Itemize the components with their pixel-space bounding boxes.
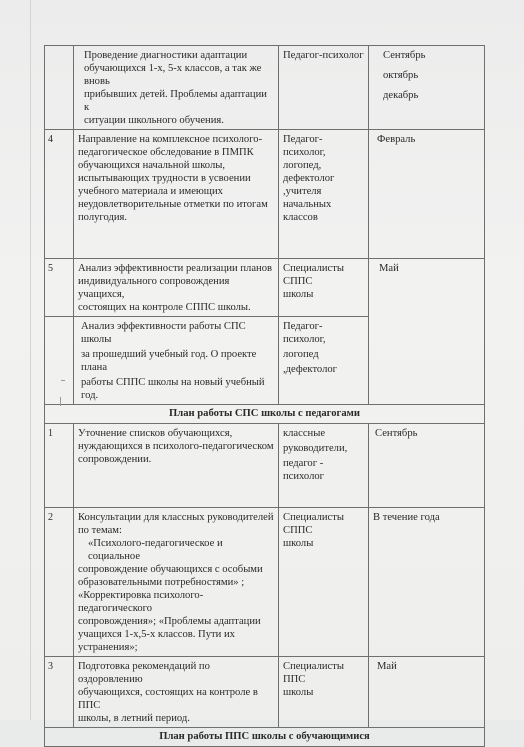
date-line: Февраль <box>377 134 416 145</box>
responsible-cell <box>279 46 369 130</box>
responsible-line: логопед, дефектолог <box>283 160 335 184</box>
activity-line: ситуации школьного обучения. <box>84 115 224 126</box>
responsible-line: Педагог-психолог, <box>283 134 326 158</box>
activity-line: устранения»; <box>78 642 138 653</box>
section-heading: План работы СПС школы с педагогами <box>45 405 485 424</box>
row-number <box>45 46 74 130</box>
responsible-line: Специалисты СППС <box>283 512 344 536</box>
row-number: 4 <box>45 130 74 259</box>
activity-line: Анализ эффективности реализации планов <box>78 263 272 274</box>
activity-line: педагогическое обследование в ПМПК <box>78 147 254 158</box>
responsible-line: Специалисты СППС <box>283 263 344 287</box>
responsible-line: школы <box>283 289 314 300</box>
table-row <box>45 46 485 130</box>
row-number: 5 <box>45 259 74 317</box>
row-number: 3 <box>45 657 74 728</box>
activity-cell <box>74 657 279 728</box>
scan-mark <box>61 380 65 381</box>
table-row <box>45 424 485 508</box>
activity-cell <box>74 259 279 317</box>
table-row <box>45 657 485 728</box>
activity-line: Анализ эффективности работы СПС школы <box>81 321 246 345</box>
responsible-line: Специалисты ППС <box>283 661 344 685</box>
responsible-cell <box>279 259 369 317</box>
row-number: 1 <box>45 424 74 508</box>
activity-cell <box>74 46 279 130</box>
section-row <box>45 405 485 424</box>
responsible-line: руководители, <box>283 443 348 454</box>
responsible-line: педагог - психолог <box>283 458 325 482</box>
responsible-line: логопед <box>283 349 319 360</box>
table-row <box>45 130 485 259</box>
activity-line: сопровождения»; «Проблемы адаптации <box>78 616 261 627</box>
date-cell <box>369 508 485 657</box>
activity-line: состоящих на контроле СППС школы. <box>78 302 251 313</box>
activity-line: сопровождение обучающихся с особыми <box>78 564 263 575</box>
responsible-line: классные <box>283 428 326 439</box>
scan-mark <box>60 397 61 406</box>
responsible-cell <box>279 657 369 728</box>
date-line: Май <box>379 263 399 274</box>
section-row <box>45 728 485 747</box>
activity-line: «Психолого-педагогическое и социальное <box>88 538 223 562</box>
activity-line: Подготовка рекомендаций по оздоровлению <box>78 661 210 685</box>
activity-line: прибывших детей. Проблемы адаптации к <box>84 89 267 113</box>
table-row <box>45 259 485 317</box>
activity-cell <box>74 424 279 508</box>
activity-line: по темам: <box>78 525 122 536</box>
activity-line: сопровождении. <box>78 454 152 465</box>
date-line: Май <box>377 661 397 672</box>
activity-cell <box>74 508 279 657</box>
activity-line: обучающихся, состоящих на контроле в ППС <box>78 687 258 711</box>
activity-line: обучающихся начальной школы, <box>78 160 226 171</box>
responsible-line: школы <box>283 538 314 549</box>
date-line: октябрь <box>383 70 419 81</box>
date-line: Сентябрь <box>375 428 418 439</box>
activity-line: испытывающих трудности в усвоении <box>78 173 251 184</box>
responsible-line: ,дефектолог <box>283 364 338 375</box>
responsible-cell <box>279 508 369 657</box>
date-line: Сентябрь <box>383 50 426 61</box>
row-number <box>45 317 74 405</box>
responsible-line: ,учителя <box>283 186 322 197</box>
activity-line: Проведение диагностики адаптации <box>84 50 248 61</box>
activity-line: неудовлетворительные отметки по итогам <box>78 199 268 210</box>
table-row <box>45 508 485 657</box>
responsible-line: начальных классов <box>283 199 332 223</box>
activity-line: Консультации для классных руководителей <box>78 512 274 523</box>
row-number: 2 <box>45 508 74 657</box>
plan-table <box>44 45 485 747</box>
activity-line: нуждающихся в психолого-педагогическом <box>78 441 274 452</box>
date-line: В течение года <box>373 512 440 523</box>
date-cell <box>369 424 485 508</box>
activity-line: образовательными потребностями» ; <box>78 577 245 588</box>
activity-line: учебного материала и имеющих <box>78 186 223 197</box>
date-cell <box>369 657 485 728</box>
responsible-line: Педагог-психолог, <box>283 321 326 345</box>
page-fold-shadow <box>30 0 31 720</box>
activity-line: за прошедший учебный год. О проекте плана <box>81 349 257 373</box>
activity-line: полугодия. <box>78 212 128 223</box>
date-line: декабрь <box>383 90 419 101</box>
responsible-cell <box>279 317 369 405</box>
responsible-cell <box>279 130 369 259</box>
activity-cell <box>74 317 279 405</box>
activity-line: работы СППС школы на новый учебный год. <box>81 377 265 401</box>
activity-line: обучающихся 1-х, 5-х классов, а так же вновь <box>84 63 262 87</box>
date-cell <box>369 46 485 130</box>
activity-line: «Корректировка психолого-педагогического <box>78 590 204 614</box>
responsible-line: школы <box>283 687 314 698</box>
activity-line: Направление на комплексное психолого- <box>78 134 263 145</box>
activity-line: школы, в летний период. <box>78 713 190 724</box>
responsible-line: Педагог-психолог <box>283 50 364 61</box>
activity-line: Уточнение списков обучающихся, <box>78 428 233 439</box>
responsible-cell <box>279 424 369 508</box>
activity-cell <box>74 130 279 259</box>
date-cell <box>369 130 485 259</box>
section-heading: План работы ППС школы с обучающимися <box>45 728 485 747</box>
activity-line: учащихся 1-х,5-х классов. Пути их <box>78 629 235 640</box>
date-cell <box>369 259 485 405</box>
activity-line: индивидуального сопровождения учащихся, <box>78 276 230 300</box>
